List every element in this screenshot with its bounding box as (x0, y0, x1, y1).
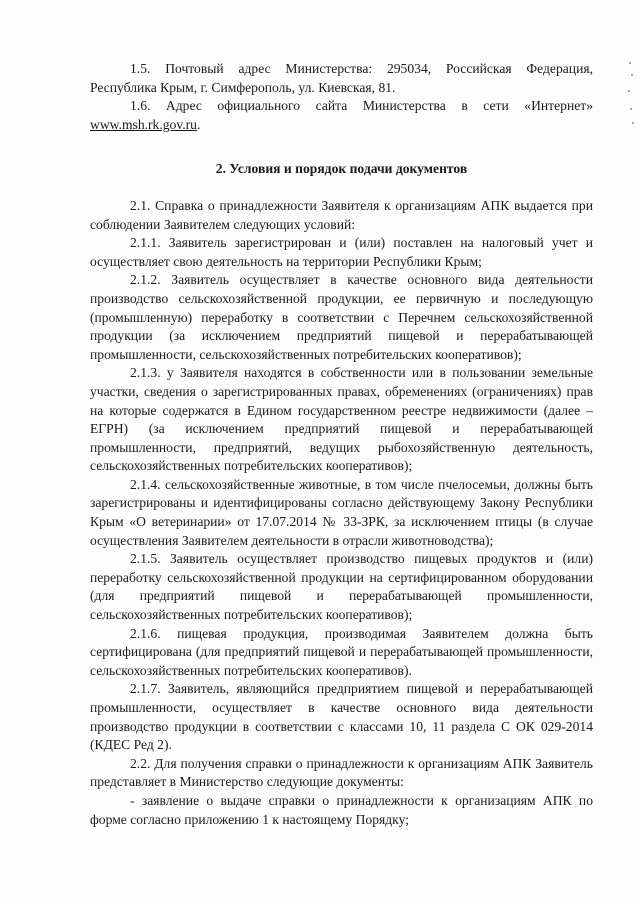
paragraph-2-1-1: 2.1.1. Заявитель зарегистрирован и (или) поставлен на налоговый учет и осуществляет свою деятельность на территории Республики Крым; (90, 235, 593, 269)
paragraph-1-6-text: 1.6. Адрес официального сайта Министерства в сети «Интернет» (130, 98, 593, 114)
paragraph-1-6-end: . (196, 116, 201, 132)
paragraph-2-1-2: 2.1.2. Заявитель осуществляет в качестве основного вида деятельности производство сельскохозяйственной продукции, ее первичную и последующую (промышленную) переработку в соответствии с Перечнем сельскохозяйственной продукции (за исключением предприятий пищевой и перерабатывающей промышленности, сельскохозяйственных потребительских кооперативов); (90, 272, 593, 362)
paragraph-2-1-7: 2.1.7. Заявитель, являющийся предприятием пищевой и перерабатывающей промышленности, осуществляет в качестве основного вида деятельности производство продукции в соответствии с классами 10, 11 раздела С ОК 029-2014 (КДЕС Ред 2). (90, 681, 593, 753)
paragraph-1-5: 1.5. Почтовый адрес Министерства: 295034, Российская Федерация, Республика Крым, г. Симферополь, ул. Киевская, 81. (90, 61, 593, 95)
document-body (90, 60, 593, 829)
paragraph-2-1-6: 2.1.6. пищевая продукция, производимая Заявителем должна быть сертифицирована (для предприятий пищевой и перерабатывающей промышленности, сельскохозяйственных потребительских кооперативов). (90, 625, 593, 678)
section-2-title: 2. Условия и порядок подачи документов (215, 161, 468, 177)
paragraph-2-1-4: 2.1.4. сельскохозяйственные животные, в том числе пчелосемьи, должны быть зарегистрированы и идентифицированы согласно действующему Закону Республики Крым «О ветеринарии» от 17.07.2014 № 33-ЗРК, за исключением птицы (в случае осуществления Заявителем деятельности в отрасли животноводства); (90, 476, 593, 548)
paragraph-2-1-5: 2.1.5. Заявитель осуществляет производство пищевых продуктов и (или) переработку сельскохозяйственной продукции на сертифицированном оборудовании (для предприятий пищевой и перерабатывающей промышленности, сельскохозяйственных потребительских кооперативов); (90, 551, 593, 623)
ministry-website-link[interactable]: www.msh.rk.gov.ru (90, 116, 197, 132)
paragraph-2-2-item-1: - заявление о выдаче справки о принадлежности к организациям АПК по форме согласно приложению 1 к настоящему Порядку; (90, 792, 593, 827)
paragraph-1-6 (90, 97, 593, 134)
paragraph-2-1-3: 2.1.3. у Заявителя находятся в собственности или в пользовании земельные участки, сведения о зарегистрированных правах, обременениях (ограничениях) прав на которые содержатся в Едином государственном реестре недвижимости (далее – ЕГРН) (за исключением предприятий пищевой и перерабатывающей промышленности, предприятий, ведущих рыбохозяйственную деятельность, сельскохозяйственных потребительских кооперативов); (90, 365, 593, 474)
scan-noise-marks (628, 60, 634, 130)
paragraph-2-1: 2.1. Справка о принадлежности Заявителя к организациям АПК выдается при соблюдении Заявителем следующих условий: (90, 197, 593, 232)
paragraph-2-2: 2.2. Для получения справки о принадлежности к организациям АПК Заявитель представляет в Министерство следующие документы: (90, 755, 593, 790)
